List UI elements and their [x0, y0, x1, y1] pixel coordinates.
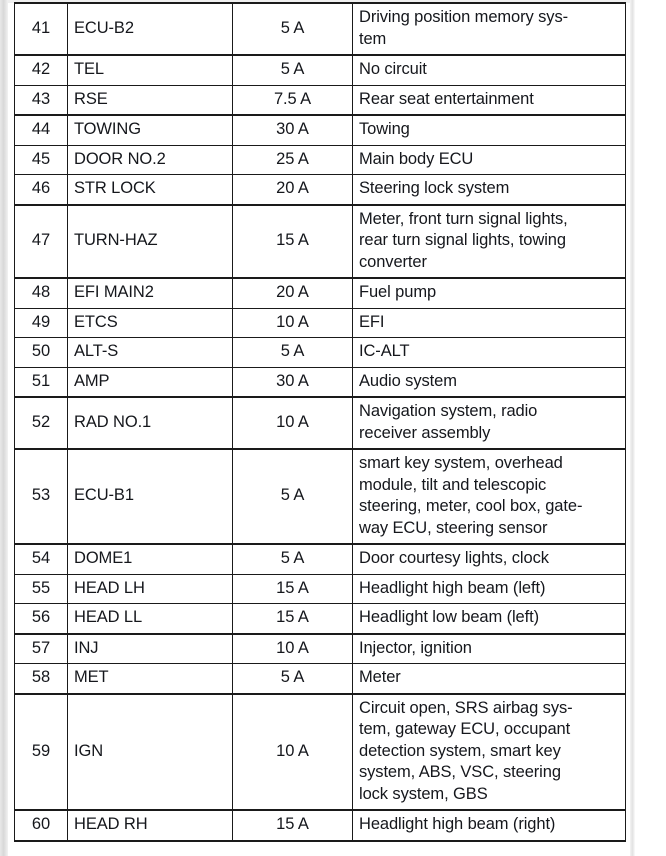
fuse-circuit-line: Fuel pump: [359, 283, 437, 301]
fuse-circuit-cell: [353, 115, 626, 145]
fuse-amperage-cell: 30 A: [233, 115, 353, 145]
fuse-circuit-line: converter: [359, 252, 427, 271]
fuse-circuit-cell: [353, 338, 626, 368]
fuse-number-cell: 41: [15, 3, 68, 55]
fuse-amperage-cell: 25 A: [233, 145, 353, 175]
fuse-circuit-line: Audio system: [359, 371, 457, 390]
fuse-number-cell: 48: [15, 278, 68, 308]
fuse-amperage-cell: 15 A: [233, 810, 353, 841]
fuse-amperage-cell: 5 A: [233, 338, 353, 368]
fuse-circuit-line: steering, meter, cool box, gate-: [359, 497, 583, 515]
fuse-name-cell: AMP: [68, 367, 233, 397]
fuse-name-cell: TEL: [68, 55, 233, 85]
fuse-circuit-line: IC-ALT: [359, 342, 410, 360]
fuse-number-cell: 51: [15, 367, 68, 397]
fuse-number-cell: 56: [15, 604, 68, 634]
table-row: [15, 367, 626, 397]
fuse-name-cell: HEAD RH: [68, 810, 233, 841]
fuse-number-cell: 55: [15, 574, 68, 604]
fuse-amperage-cell: 5 A: [233, 664, 353, 694]
fuse-name-cell: ECU-B1: [68, 449, 233, 544]
fuse-amperage-cell: 20 A: [233, 175, 353, 205]
fuse-circuit-cell: [353, 175, 626, 205]
fuse-circuit-line: way ECU, steering sensor: [359, 518, 548, 537]
fuse-amperage-cell: 5 A: [233, 449, 353, 544]
table-row: [15, 449, 626, 544]
fuse-circuit-cell: [353, 3, 626, 55]
fuse-name-cell: MET: [68, 664, 233, 694]
fuse-amperage-cell: 15 A: [233, 574, 353, 604]
fuse-name-cell: TURN-HAZ: [68, 205, 233, 279]
fuse-name-cell: EFI MAIN2: [68, 278, 233, 308]
fuse-amperage-cell: 5 A: [233, 3, 353, 55]
table-row: [15, 145, 626, 175]
fuse-circuit-line: receiver assembly: [359, 423, 491, 442]
fuse-circuit-line: tem: [359, 29, 387, 48]
fuse-amperage-cell: 5 A: [233, 55, 353, 85]
table-row: [15, 55, 626, 85]
fuse-circuit-cell: [353, 634, 626, 664]
fuse-circuit-cell: [353, 449, 626, 544]
fuse-number-cell: 44: [15, 115, 68, 145]
fuse-name-cell: INJ: [68, 634, 233, 664]
fuse-circuit-cell: [353, 397, 626, 449]
fuse-name-cell: HEAD LH: [68, 574, 233, 604]
fuse-circuit-cell: [353, 145, 626, 175]
table-row: [15, 694, 626, 811]
fuse-circuit-line: Circuit open, SRS airbag sys-: [359, 698, 573, 717]
fuse-amperage-cell: 20 A: [233, 278, 353, 308]
table-row: [15, 810, 626, 841]
scan-edge-right: [630, 0, 635, 856]
table-row: [15, 574, 626, 604]
fuse-circuit-cell: [353, 278, 626, 308]
fuse-number-cell: 59: [15, 694, 68, 811]
fuse-circuit-cell: [353, 205, 626, 279]
fuse-amperage-cell: 30 A: [233, 367, 353, 397]
table-row: [15, 397, 626, 449]
fuse-name-cell: ECU-B2: [68, 3, 233, 55]
fuse-name-cell: IGN: [68, 694, 233, 811]
fuse-name-cell: TOWING: [68, 115, 233, 145]
fuse-name-cell: HEAD LL: [68, 604, 233, 634]
fuse-circuit-cell: [353, 85, 626, 115]
fuse-number-cell: 46: [15, 175, 68, 205]
table-row: [15, 85, 626, 115]
fuse-circuit-line: No circuit: [359, 60, 427, 78]
fuse-circuit-line: lock system, GBS: [359, 784, 488, 803]
table-row: [15, 338, 626, 368]
scan-edge-left: [0, 0, 8, 856]
fuse-number-cell: 52: [15, 397, 68, 449]
fuse-circuit-line: Rear seat entertainment: [359, 89, 534, 108]
fuse-number-cell: 58: [15, 664, 68, 694]
fuse-number-cell: 50: [15, 338, 68, 368]
fuse-circuit-cell: [353, 574, 626, 604]
fuse-circuit-line: Steering lock system: [359, 179, 510, 197]
fuse-table-body: [15, 3, 626, 841]
fuse-name-cell: DOOR NO.2: [68, 145, 233, 175]
fuse-circuit-line: system, ABS, VSC, steering: [359, 763, 561, 781]
fuse-circuit-line: rear turn signal lights, towing: [359, 231, 566, 249]
fuse-name-cell: RAD NO.1: [68, 397, 233, 449]
fuse-circuit-cell: [353, 544, 626, 574]
table-row: [15, 308, 626, 338]
fuse-table-container: [14, 2, 626, 842]
fuse-circuit-line: Driving position memory sys-: [359, 8, 569, 26]
fuse-circuit-line: Towing: [359, 120, 410, 138]
fuse-number-cell: 45: [15, 145, 68, 175]
fuse-circuit-cell: [353, 810, 626, 841]
fuse-amperage-cell: 10 A: [233, 634, 353, 664]
fuse-circuit-cell: [353, 55, 626, 85]
fuse-table: [14, 2, 626, 842]
fuse-circuit-line: Main body ECU: [359, 149, 474, 168]
fuse-name-cell: ETCS: [68, 308, 233, 338]
fuse-name-cell: ALT-S: [68, 338, 233, 368]
fuse-amperage-cell: 10 A: [233, 308, 353, 338]
fuse-circuit-line: EFI: [359, 312, 385, 331]
fuse-name-cell: STR LOCK: [68, 175, 233, 205]
table-row: [15, 175, 626, 205]
fuse-name-cell: DOME1: [68, 544, 233, 574]
fuse-circuit-line: Navigation system, radio: [359, 402, 538, 420]
fuse-circuit-cell: [353, 664, 626, 694]
table-row: [15, 115, 626, 145]
fuse-number-cell: 49: [15, 308, 68, 338]
fuse-number-cell: 57: [15, 634, 68, 664]
table-row: [15, 3, 626, 55]
table-row: [15, 544, 626, 574]
fuse-circuit-line: Meter, front turn signal lights,: [359, 209, 568, 228]
table-row: [15, 205, 626, 279]
table-row: [15, 634, 626, 664]
fuse-name-cell: RSE: [68, 85, 233, 115]
fuse-circuit-line: Injector, ignition: [359, 638, 472, 657]
table-row: [15, 278, 626, 308]
fuse-circuit-cell: [353, 367, 626, 397]
fuse-circuit-cell: [353, 308, 626, 338]
fuse-number-cell: 53: [15, 449, 68, 544]
fuse-circuit-line: Headlight high beam (right): [359, 815, 556, 833]
fuse-number-cell: 47: [15, 205, 68, 279]
fuse-number-cell: 54: [15, 544, 68, 574]
fuse-circuit-line: Headlight low beam (left): [359, 608, 539, 626]
fuse-amperage-cell: 5 A: [233, 544, 353, 574]
fuse-circuit-line: Meter: [359, 668, 401, 686]
fuse-number-cell: 43: [15, 85, 68, 115]
fuse-amperage-cell: 10 A: [233, 694, 353, 811]
fuse-amperage-cell: 10 A: [233, 397, 353, 449]
fuse-circuit-line: Headlight high beam (left): [359, 578, 546, 597]
fuse-number-cell: 60: [15, 810, 68, 841]
fuse-circuit-line: Door courtesy lights, clock: [359, 549, 549, 567]
fuse-amperage-cell: 15 A: [233, 205, 353, 279]
fuse-circuit-line: module, tilt and telescopic: [359, 475, 547, 494]
fuse-amperage-cell: 15 A: [233, 604, 353, 634]
fuse-circuit-cell: [353, 694, 626, 811]
fuse-circuit-cell: [353, 604, 626, 634]
fuse-circuit-line: tem, gateway ECU, occupant: [359, 720, 571, 738]
fuse-amperage-cell: 7.5 A: [233, 85, 353, 115]
fuse-circuit-line: detection system, smart key: [359, 741, 561, 760]
fuse-circuit-line: smart key system, overhead: [359, 454, 563, 472]
table-row: [15, 664, 626, 694]
fuse-number-cell: 42: [15, 55, 68, 85]
table-row: [15, 604, 626, 634]
